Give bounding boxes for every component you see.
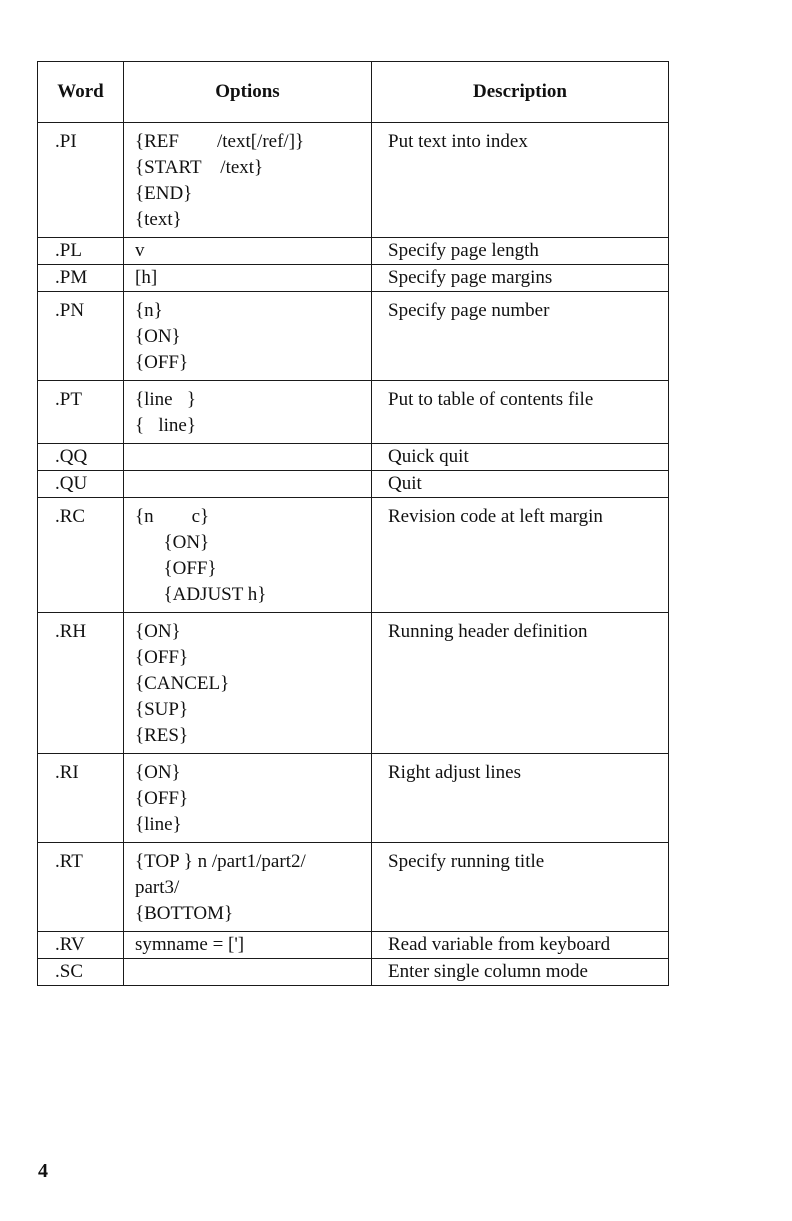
option-line: {OFF} — [135, 558, 217, 579]
description-cell — [372, 843, 669, 932]
command-word: .RH — [55, 621, 87, 642]
command-description: Right adjust lines — [388, 762, 521, 783]
command-word: .RC — [55, 506, 86, 527]
table-row — [38, 498, 669, 613]
command-word: .SC — [55, 961, 83, 982]
option-line: {ADJUST h} — [135, 584, 267, 605]
option-line: {OFF} — [135, 647, 189, 668]
options-cell — [124, 292, 372, 381]
options-cell — [124, 123, 372, 238]
option-line: {n c} — [135, 506, 210, 527]
word-cell — [38, 265, 124, 292]
table-body — [38, 123, 669, 986]
option-line: {BOTTOM} — [135, 903, 234, 924]
command-description: Put to table of contents file — [388, 389, 594, 410]
word-cell — [38, 292, 124, 381]
command-word: .PI — [55, 131, 77, 152]
command-description: Quit — [388, 473, 422, 494]
table-row — [38, 292, 669, 381]
word-cell — [38, 123, 124, 238]
page-number: 4 — [38, 1160, 48, 1182]
command-description: Enter single column mode — [388, 961, 588, 982]
command-description: Quick quit — [388, 446, 469, 467]
description-cell — [372, 265, 669, 292]
description-cell — [372, 381, 669, 444]
description-cell — [372, 123, 669, 238]
command-description: Specify page length — [388, 240, 539, 261]
option-line: {SUP} — [135, 699, 189, 720]
word-cell — [38, 381, 124, 444]
description-cell — [372, 238, 669, 265]
options-cell — [124, 754, 372, 843]
table-row — [38, 444, 669, 471]
option-line: {ON} — [135, 532, 210, 553]
command-word: .RI — [55, 762, 79, 783]
options-cell — [124, 444, 372, 471]
header-word: Word — [38, 62, 124, 123]
command-word: .PT — [55, 389, 82, 410]
command-description: Specify page number — [388, 300, 550, 321]
description-cell — [372, 959, 669, 986]
option-line: {TOP } n /part1/part2/ — [135, 851, 306, 872]
option-line: { line} — [135, 415, 196, 436]
option-line: {END} — [135, 183, 193, 204]
table-row — [38, 238, 669, 265]
table-header-row — [38, 62, 669, 123]
table-row — [38, 471, 669, 498]
options-cell — [124, 238, 372, 265]
word-cell — [38, 444, 124, 471]
options-cell — [124, 498, 372, 613]
command-description: Read variable from keyboard — [388, 934, 611, 955]
option-line: {ON} — [135, 762, 181, 783]
option-line: {line } — [135, 389, 196, 410]
command-word: .PM — [55, 267, 88, 288]
option-line: {n} — [135, 300, 163, 321]
description-cell — [372, 292, 669, 381]
description-cell — [372, 498, 669, 613]
command-description: Specify page margins — [388, 267, 553, 288]
option-line: {RES} — [135, 725, 189, 746]
table-row — [38, 754, 669, 843]
options-cell — [124, 471, 372, 498]
options-cell — [124, 381, 372, 444]
command-description: Specify running title — [388, 851, 545, 872]
options-cell — [124, 265, 372, 292]
options-cell — [124, 932, 372, 959]
option-line: {START /text} — [135, 157, 264, 178]
command-description: Revision code at left margin — [388, 506, 603, 527]
word-cell — [38, 843, 124, 932]
word-cell — [38, 959, 124, 986]
description-cell — [372, 613, 669, 754]
table-row — [38, 381, 669, 444]
word-cell — [38, 932, 124, 959]
option-line: symname = ['] — [135, 934, 245, 955]
command-word: .QQ — [55, 446, 88, 467]
option-line: {ON} — [135, 326, 181, 347]
word-cell — [38, 613, 124, 754]
option-line: {ON} — [135, 621, 181, 642]
command-word: .PL — [55, 240, 82, 261]
description-cell — [372, 754, 669, 843]
option-line: {text} — [135, 209, 182, 230]
option-line: {line} — [135, 814, 182, 835]
table-row — [38, 959, 669, 986]
header-options: Options — [124, 62, 372, 123]
header-description: Description — [372, 62, 669, 123]
word-cell — [38, 498, 124, 613]
word-cell — [38, 238, 124, 265]
command-word: .RT — [55, 851, 83, 872]
command-word: .PN — [55, 300, 85, 321]
word-cell — [38, 754, 124, 843]
option-line: {OFF} — [135, 352, 189, 373]
options-cell — [124, 843, 372, 932]
option-line: v — [135, 240, 145, 261]
option-line: {REF /text[/ref/]} — [135, 131, 305, 152]
command-reference-table — [37, 61, 669, 986]
option-line: {CANCEL} — [135, 673, 230, 694]
word-cell — [38, 471, 124, 498]
table-row — [38, 123, 669, 238]
command-description: Running header definition — [388, 621, 588, 642]
description-cell — [372, 932, 669, 959]
command-word: .QU — [55, 473, 88, 494]
table-row — [38, 932, 669, 959]
description-cell — [372, 444, 669, 471]
command-description: Put text into index — [388, 131, 528, 152]
command-word: .RV — [55, 934, 85, 955]
table-row — [38, 843, 669, 932]
table-row — [38, 265, 669, 292]
option-line: [h] — [135, 267, 158, 288]
options-cell — [124, 613, 372, 754]
options-cell — [124, 959, 372, 986]
option-line: {OFF} — [135, 788, 189, 809]
description-cell — [372, 471, 669, 498]
table-row — [38, 613, 669, 754]
option-line: part3/ — [135, 877, 180, 898]
